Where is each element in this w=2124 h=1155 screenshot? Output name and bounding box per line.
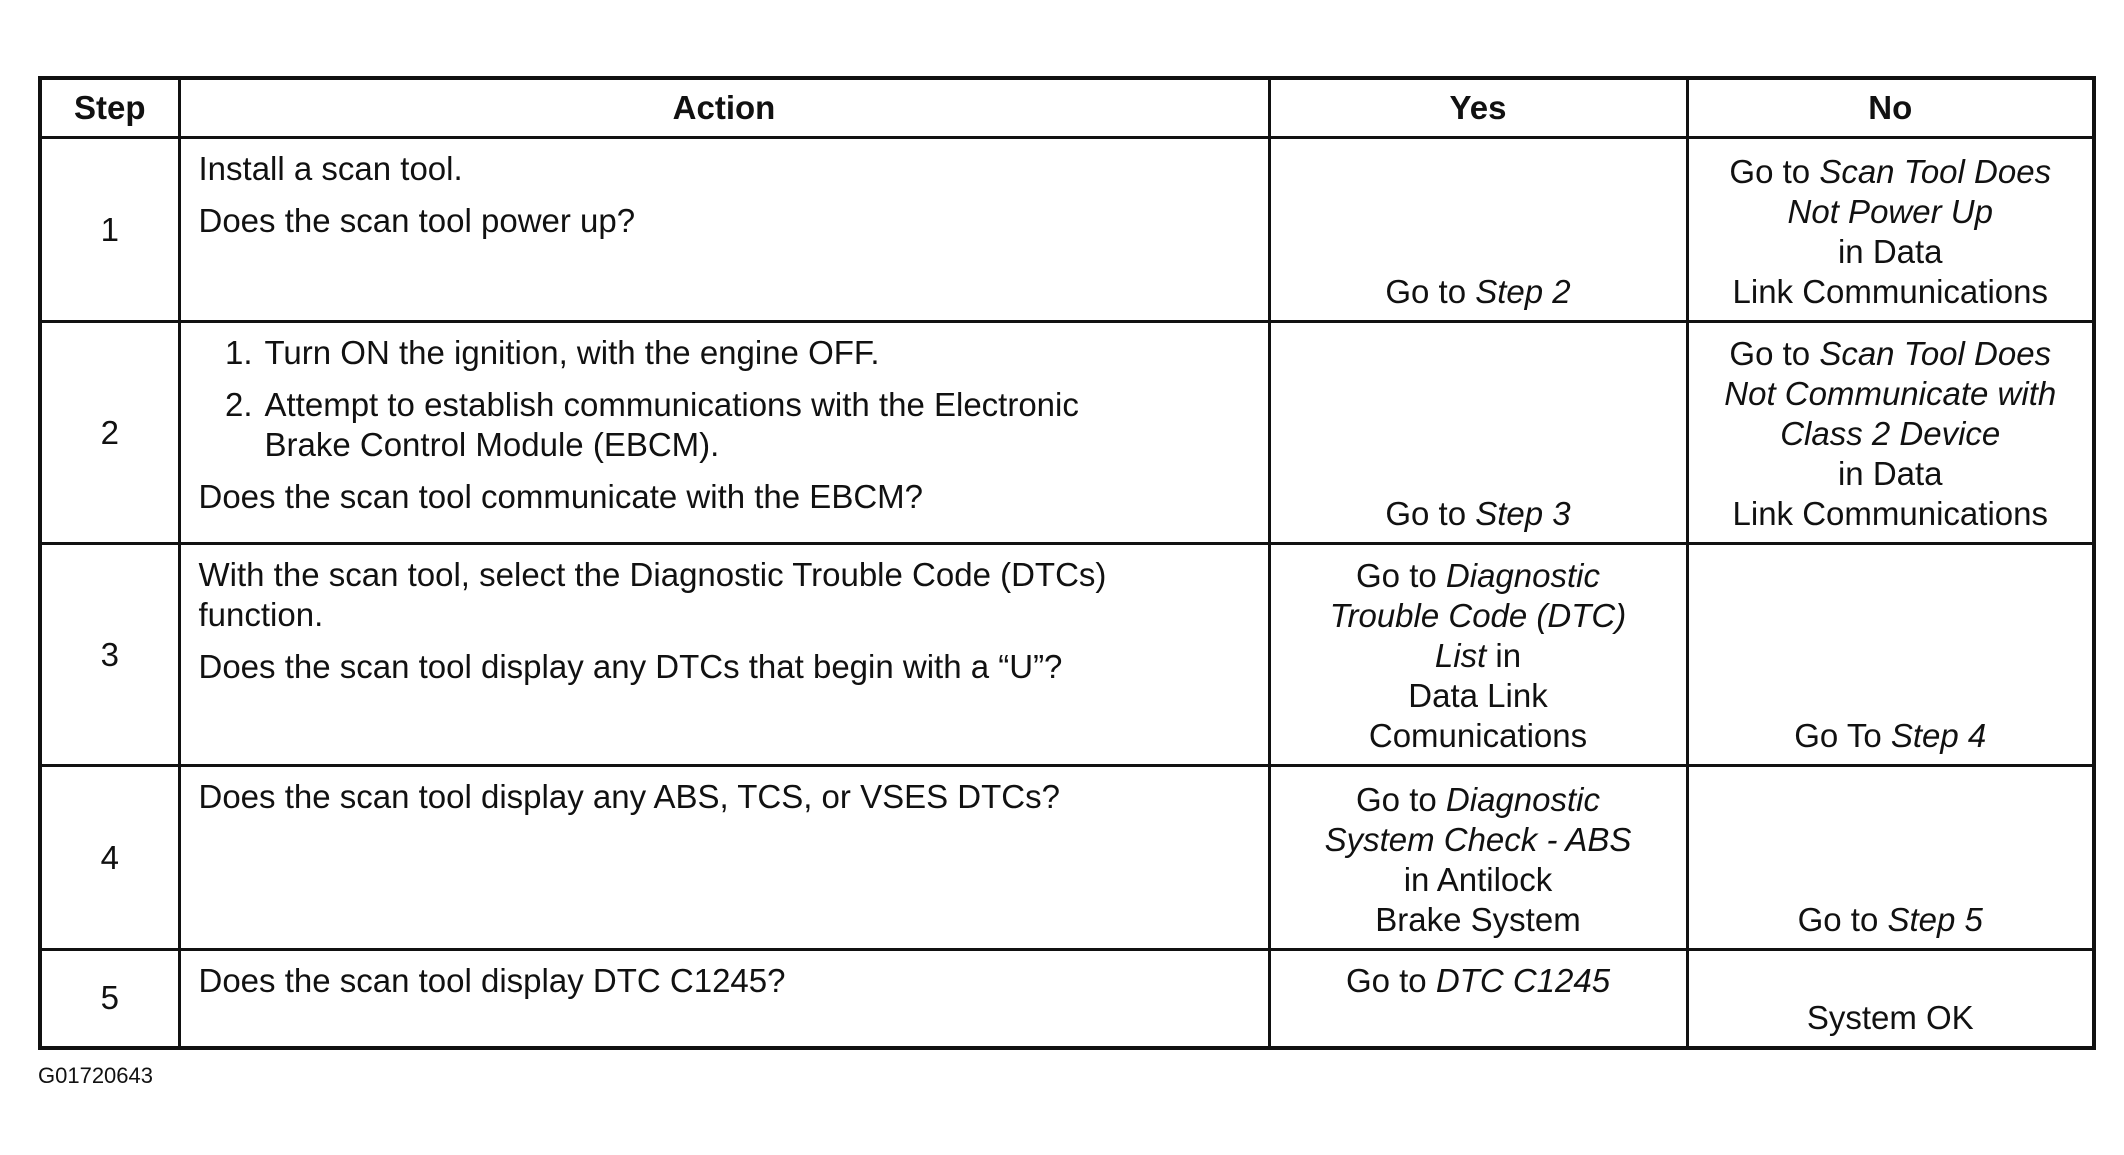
yes-link[interactable]: System Check - ABS <box>1324 821 1632 858</box>
yes-link[interactable]: Trouble Code (DTC) <box>1329 597 1627 634</box>
yes-cell <box>1269 544 1687 766</box>
yes-prefix: Go to <box>1345 962 1436 999</box>
yes-prefix: Go to <box>1356 557 1446 594</box>
step-number: 2 <box>40 322 179 544</box>
yes-link[interactable]: Diagnostic <box>1445 557 1600 594</box>
no-suffix: Link Communications <box>1732 495 2048 532</box>
action-cell <box>179 322 1269 544</box>
header-yes: Yes <box>1269 78 1687 138</box>
item-number: 2. <box>224 386 253 423</box>
action-cell <box>179 138 1269 322</box>
action-question: Does the scan tool display any ABS, TCS, or VSES DTCs? <box>198 778 1060 815</box>
no-link[interactable]: Scan Tool Does <box>1819 153 2052 190</box>
diagnostic-table <box>38 76 2096 1050</box>
action-question: Does the scan tool communicate with the EBCM? <box>198 478 924 515</box>
yes-cell <box>1269 322 1687 544</box>
yes-cell <box>1269 138 1687 322</box>
no-suffix: Link Communications <box>1732 273 2048 310</box>
action-text: function. <box>198 596 324 633</box>
yes-suffix: in <box>1486 637 1522 674</box>
item-text: Brake Control Module (EBCM). <box>264 426 720 463</box>
item-number: 1. <box>224 334 253 371</box>
table-row <box>40 950 2094 1048</box>
no-prefix: Go to <box>1797 901 1888 938</box>
header-step: Step <box>40 78 179 138</box>
step-number: 1 <box>40 138 179 322</box>
yes-prefix: Go to <box>1385 495 1476 532</box>
yes-cell <box>1269 766 1687 950</box>
action-cell <box>179 766 1269 950</box>
action-question: Does the scan tool display DTC C1245? <box>198 962 786 999</box>
yes-suffix: Data Link <box>1408 677 1548 714</box>
no-link[interactable]: Class 2 Device <box>1780 415 2001 452</box>
yes-prefix: Go to <box>1385 273 1476 310</box>
header-action: Action <box>179 78 1269 138</box>
no-link[interactable]: Not Power Up <box>1787 193 1993 230</box>
yes-link[interactable]: Diagnostic <box>1445 781 1600 818</box>
no-link[interactable]: Step 5 <box>1887 901 1983 938</box>
table-row <box>40 766 2094 950</box>
table-header-row <box>40 78 2094 138</box>
yes-cell <box>1269 950 1687 1048</box>
table-row <box>40 544 2094 766</box>
step-number: 5 <box>40 950 179 1048</box>
item-text: Turn ON the ignition, with the engine OFF. <box>264 334 880 371</box>
numbered-item <box>199 333 1250 373</box>
no-link[interactable]: Not Communicate with <box>1724 375 2057 412</box>
yes-suffix: Brake System <box>1375 901 1581 938</box>
no-cell <box>1687 950 2094 1048</box>
action-question: Does the scan tool power up? <box>198 202 636 239</box>
item-text: Attempt to establish communications with the Electronic <box>264 386 1079 423</box>
no-suffix: in Data <box>1837 233 1943 270</box>
action-question: Does the scan tool display any DTCs that begin with a “U”? <box>198 648 1063 685</box>
no-link[interactable]: Step 4 <box>1890 717 1987 754</box>
yes-suffix: in Antilock <box>1403 861 1553 898</box>
no-cell <box>1687 322 2094 544</box>
yes-suffix: Comunications <box>1368 717 1588 754</box>
no-result-text: System OK <box>1806 998 1974 1036</box>
no-cell <box>1687 544 2094 766</box>
no-link[interactable]: Scan Tool Does <box>1819 335 2052 372</box>
action-cell <box>179 544 1269 766</box>
step-number: 3 <box>40 544 179 766</box>
yes-link[interactable]: List <box>1434 637 1487 674</box>
no-cell <box>1687 138 2094 322</box>
table-row <box>40 138 2094 322</box>
figure-id: G01720643 <box>38 1063 153 1088</box>
action-text: Install a scan tool. <box>198 150 463 187</box>
header-no: No <box>1687 78 2094 138</box>
no-cell <box>1687 766 2094 950</box>
numbered-item <box>199 385 1250 465</box>
no-prefix: Go to <box>1729 153 1820 190</box>
action-cell <box>179 950 1269 1048</box>
yes-link[interactable]: Step 3 <box>1475 495 1571 532</box>
no-prefix: Go To <box>1794 717 1891 754</box>
action-text: With the scan tool, select the Diagnostic Trouble Code (DTCs) <box>198 556 1107 593</box>
yes-prefix: Go to <box>1356 781 1446 818</box>
no-prefix: Go to <box>1729 335 1820 372</box>
yes-link[interactable]: Step 2 <box>1475 273 1571 310</box>
no-suffix: in Data <box>1837 455 1943 492</box>
yes-link[interactable]: DTC C1245 <box>1435 962 1611 999</box>
table-row <box>40 322 2094 544</box>
step-number: 4 <box>40 766 179 950</box>
